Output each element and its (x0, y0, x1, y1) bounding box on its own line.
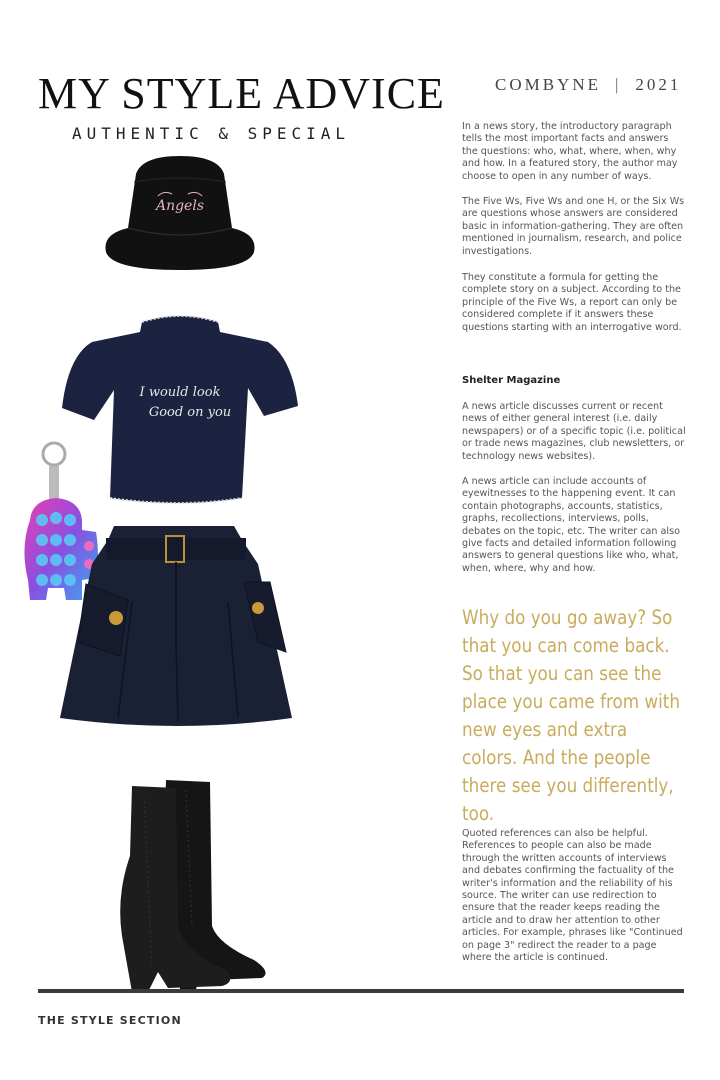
brand-line (495, 75, 681, 95)
article-paragraph-6: Quoted references can also be helpful. References to people can also be made through the written accounts of interviews and debates confirming the factuality of the writer's information and the reliability of his source. The writer can use redirection to ensure that the reader keeps reading the article and to draw her attention to other articles. For example, phrases like "Continued on page 3" redirect the reader to a page where the article is continued. (462, 828, 683, 964)
page-title: MY STYLE ADVICE (38, 69, 445, 118)
page-subtitle: AUTHENTIC & SPECIAL (72, 124, 351, 143)
article-paragraph-5: A news article can include accounts of eyewitnesses to the happening event. It can contain photographs, accounts, statistics, graphs, recollections, interviews, polls, debates on the topic, etc. The writer can also give facts and detailed information following answers to general questions like who, what, when, where, why and how. (462, 476, 680, 574)
footer-section-label: THE STYLE SECTION (38, 1014, 182, 1027)
magazine-heading: Shelter Magazine (462, 375, 561, 386)
top-script-line2: Good on you (148, 405, 232, 420)
article-paragraph-2: The Five Ws, Five Ws and one H, or the Six Ws are questions whose answers are considered basic in information-gathering. They are often mentioned in journalism, research, and police investigations. (462, 196, 685, 257)
article-paragraph-4: A news article discusses current or recent news of either general interest (i.e. daily newspapers) or of a specific topic (i.e. political or trade news magazines, club newsletters, or technology news websites). (462, 401, 686, 462)
article-paragraph-1: In a news story, the introductory paragraph tells the most important facts and answers the questions: who, what, where, when, why and how. In a featured story, the author may choose to open in any number of ways. (462, 121, 678, 182)
bucket-hat-image (98, 152, 262, 274)
top-script-line1: I would look (139, 385, 221, 400)
hat-embroidery: Angels (155, 198, 205, 214)
brand-name: COMBYNE (495, 75, 602, 94)
pull-quote: Why do you go away? So that you can come back. So that you can see the place you came from with new eyes and extra colors. And the people there see you differently, too. (462, 606, 681, 825)
footer-rule (38, 989, 684, 993)
brand-separator: | (615, 75, 622, 94)
brand-year: 2021 (635, 75, 682, 94)
boots-image (104, 776, 274, 992)
skirt-image (58, 522, 294, 738)
article-paragraph-3: They constitute a formula for getting the complete story on a subject. According to the principle of the Five Ws, a report can only be considered complete if it answers these questions starting with an interrogative word. (462, 272, 682, 333)
